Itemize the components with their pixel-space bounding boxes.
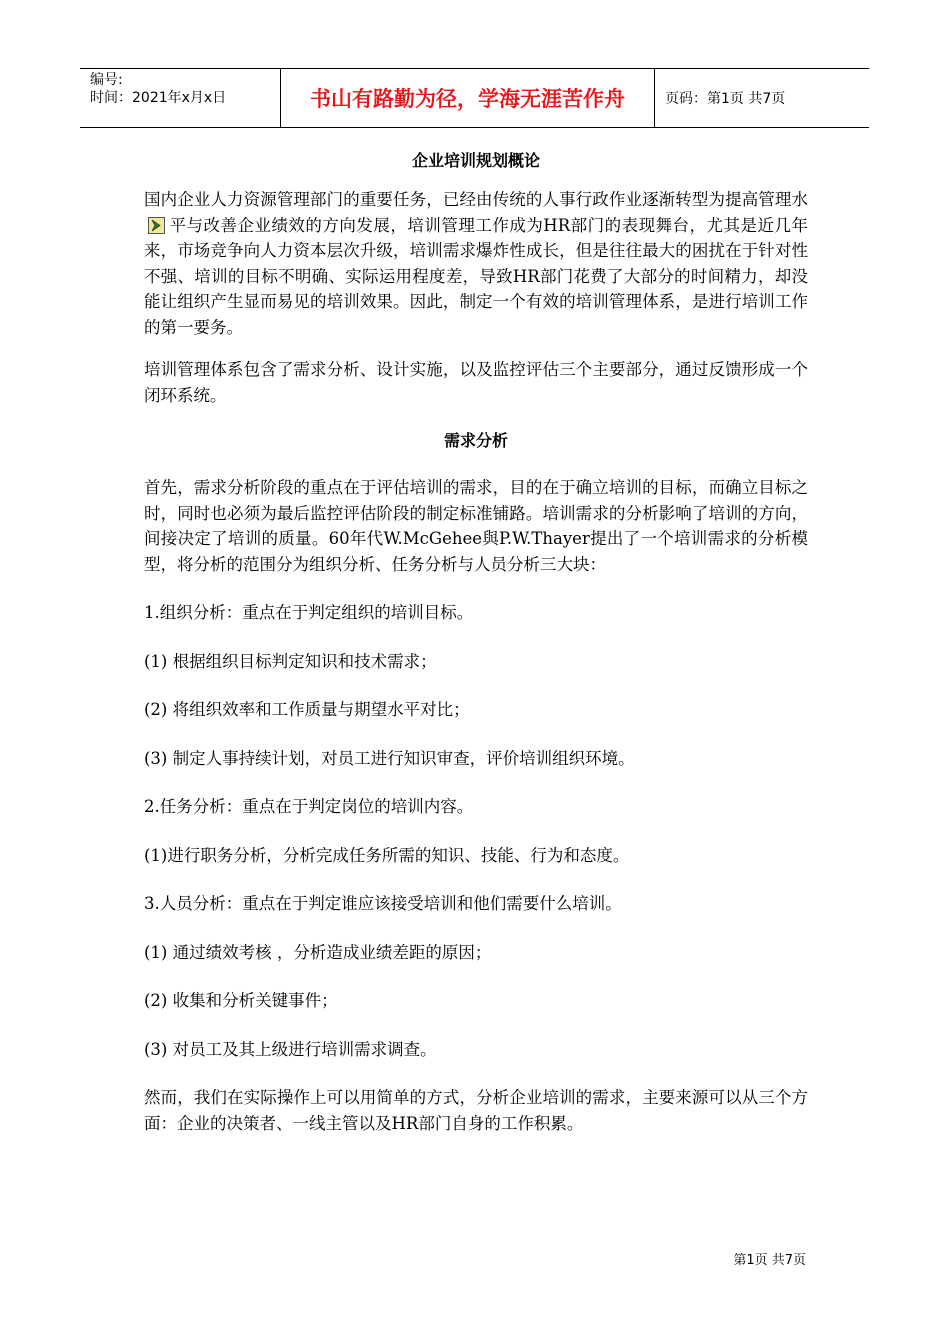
link-arrow-icon[interactable] [148, 217, 165, 234]
document-title: 企业培训规划概论 [411, 151, 540, 170]
number-label: 编号: [90, 72, 123, 88]
analysis-paragraph: 首先，需求分析阶段的重点在于评估培训的需求，目的在于确立培训的目标，而确立目标之时，同时也必须为最后监控评估阶段的制定标准铺路。培训需求的分析影响了培训的方向，间接决定了培训的质量。60年代W.McGehee與P.W.Thayer提出了一个培训需求的分析模型，将分析的范围分为组织分析、任务分析与人员分析三大块： [144, 478, 808, 574]
intro-text-1: 国内企业人力资源管理部门的重要任务，已经由传统的人事行政作业逐渐转型为提高管理水 [144, 190, 808, 209]
intro-text-2: 平与改善企业绩效的方向发展，培训管理工作成为HR部门的表现舞台，尤其是近几年来，市场竞争向人力资本层次升级，培训需求爆炸性成长，但是往往最大的困扰在于针对性不强、培训的目标不明确、实际运用程度差，导致HR部门花费了大部分的时间精力，却没能让组织产生显而易见的培训效果。因此，制定一个有效的培训管理体系，是进行培训工作的第一要务。 [144, 215, 808, 337]
document-body [144, 150, 808, 1153]
list-item: (1) 通过绩效考核 ，分析造成业绩差距的原因； [144, 942, 492, 962]
header-meta [80, 69, 281, 127]
time-label: 时间：2021年x月x日 [90, 90, 227, 106]
intro-paragraph [144, 187, 808, 340]
page-header [80, 68, 869, 128]
header-motto: 书山有路勤为径，学海无涯苦作舟 [281, 69, 655, 127]
list-item: 1.组织分析：重点在于判定组织的培训目标。 [144, 603, 474, 622]
list-item: (1)进行职务分析，分析完成任务所需的知识、技能、行为和态度。 [144, 845, 630, 865]
list-item: (2) 将组织效率和工作质量与期望水平对比； [144, 700, 470, 719]
list-item: 3.人员分析：重点在于判定谁应该接受培训和他们需要什么培训。 [144, 894, 622, 913]
section-heading-needs-analysis: 需求分析 [443, 431, 508, 450]
list-item: (3) 制定人事持续计划，对员工进行知识审查，评价培训组织环境。 [144, 748, 635, 768]
list-item: 2.任务分析：重点在于判定岗位的培训内容。 [144, 797, 474, 816]
list-item: (1) 根据组织目标判定知识和技术需求； [144, 651, 437, 671]
header-page-number: 页码：第1页 共7页 [665, 91, 786, 107]
closing-paragraph: 然而，我们在实际操作上可以用简单的方式，分析企业培训的需求，主要来源可以从三个方面：企业的决策者、一线主管以及HR部门自身的工作积累。 [144, 1088, 808, 1133]
system-paragraph: 培训管理体系包含了需求分析、设计实施，以及监控评估三个主要部分，通过反馈形成一个闭环系统。 [144, 360, 808, 405]
footer-page-number: 第1页 共7页 [733, 1253, 806, 1268]
list-item: (2) 收集和分析关键事件； [144, 991, 338, 1010]
list-item: (3) 对员工及其上级进行培训需求调查。 [144, 1039, 437, 1059]
